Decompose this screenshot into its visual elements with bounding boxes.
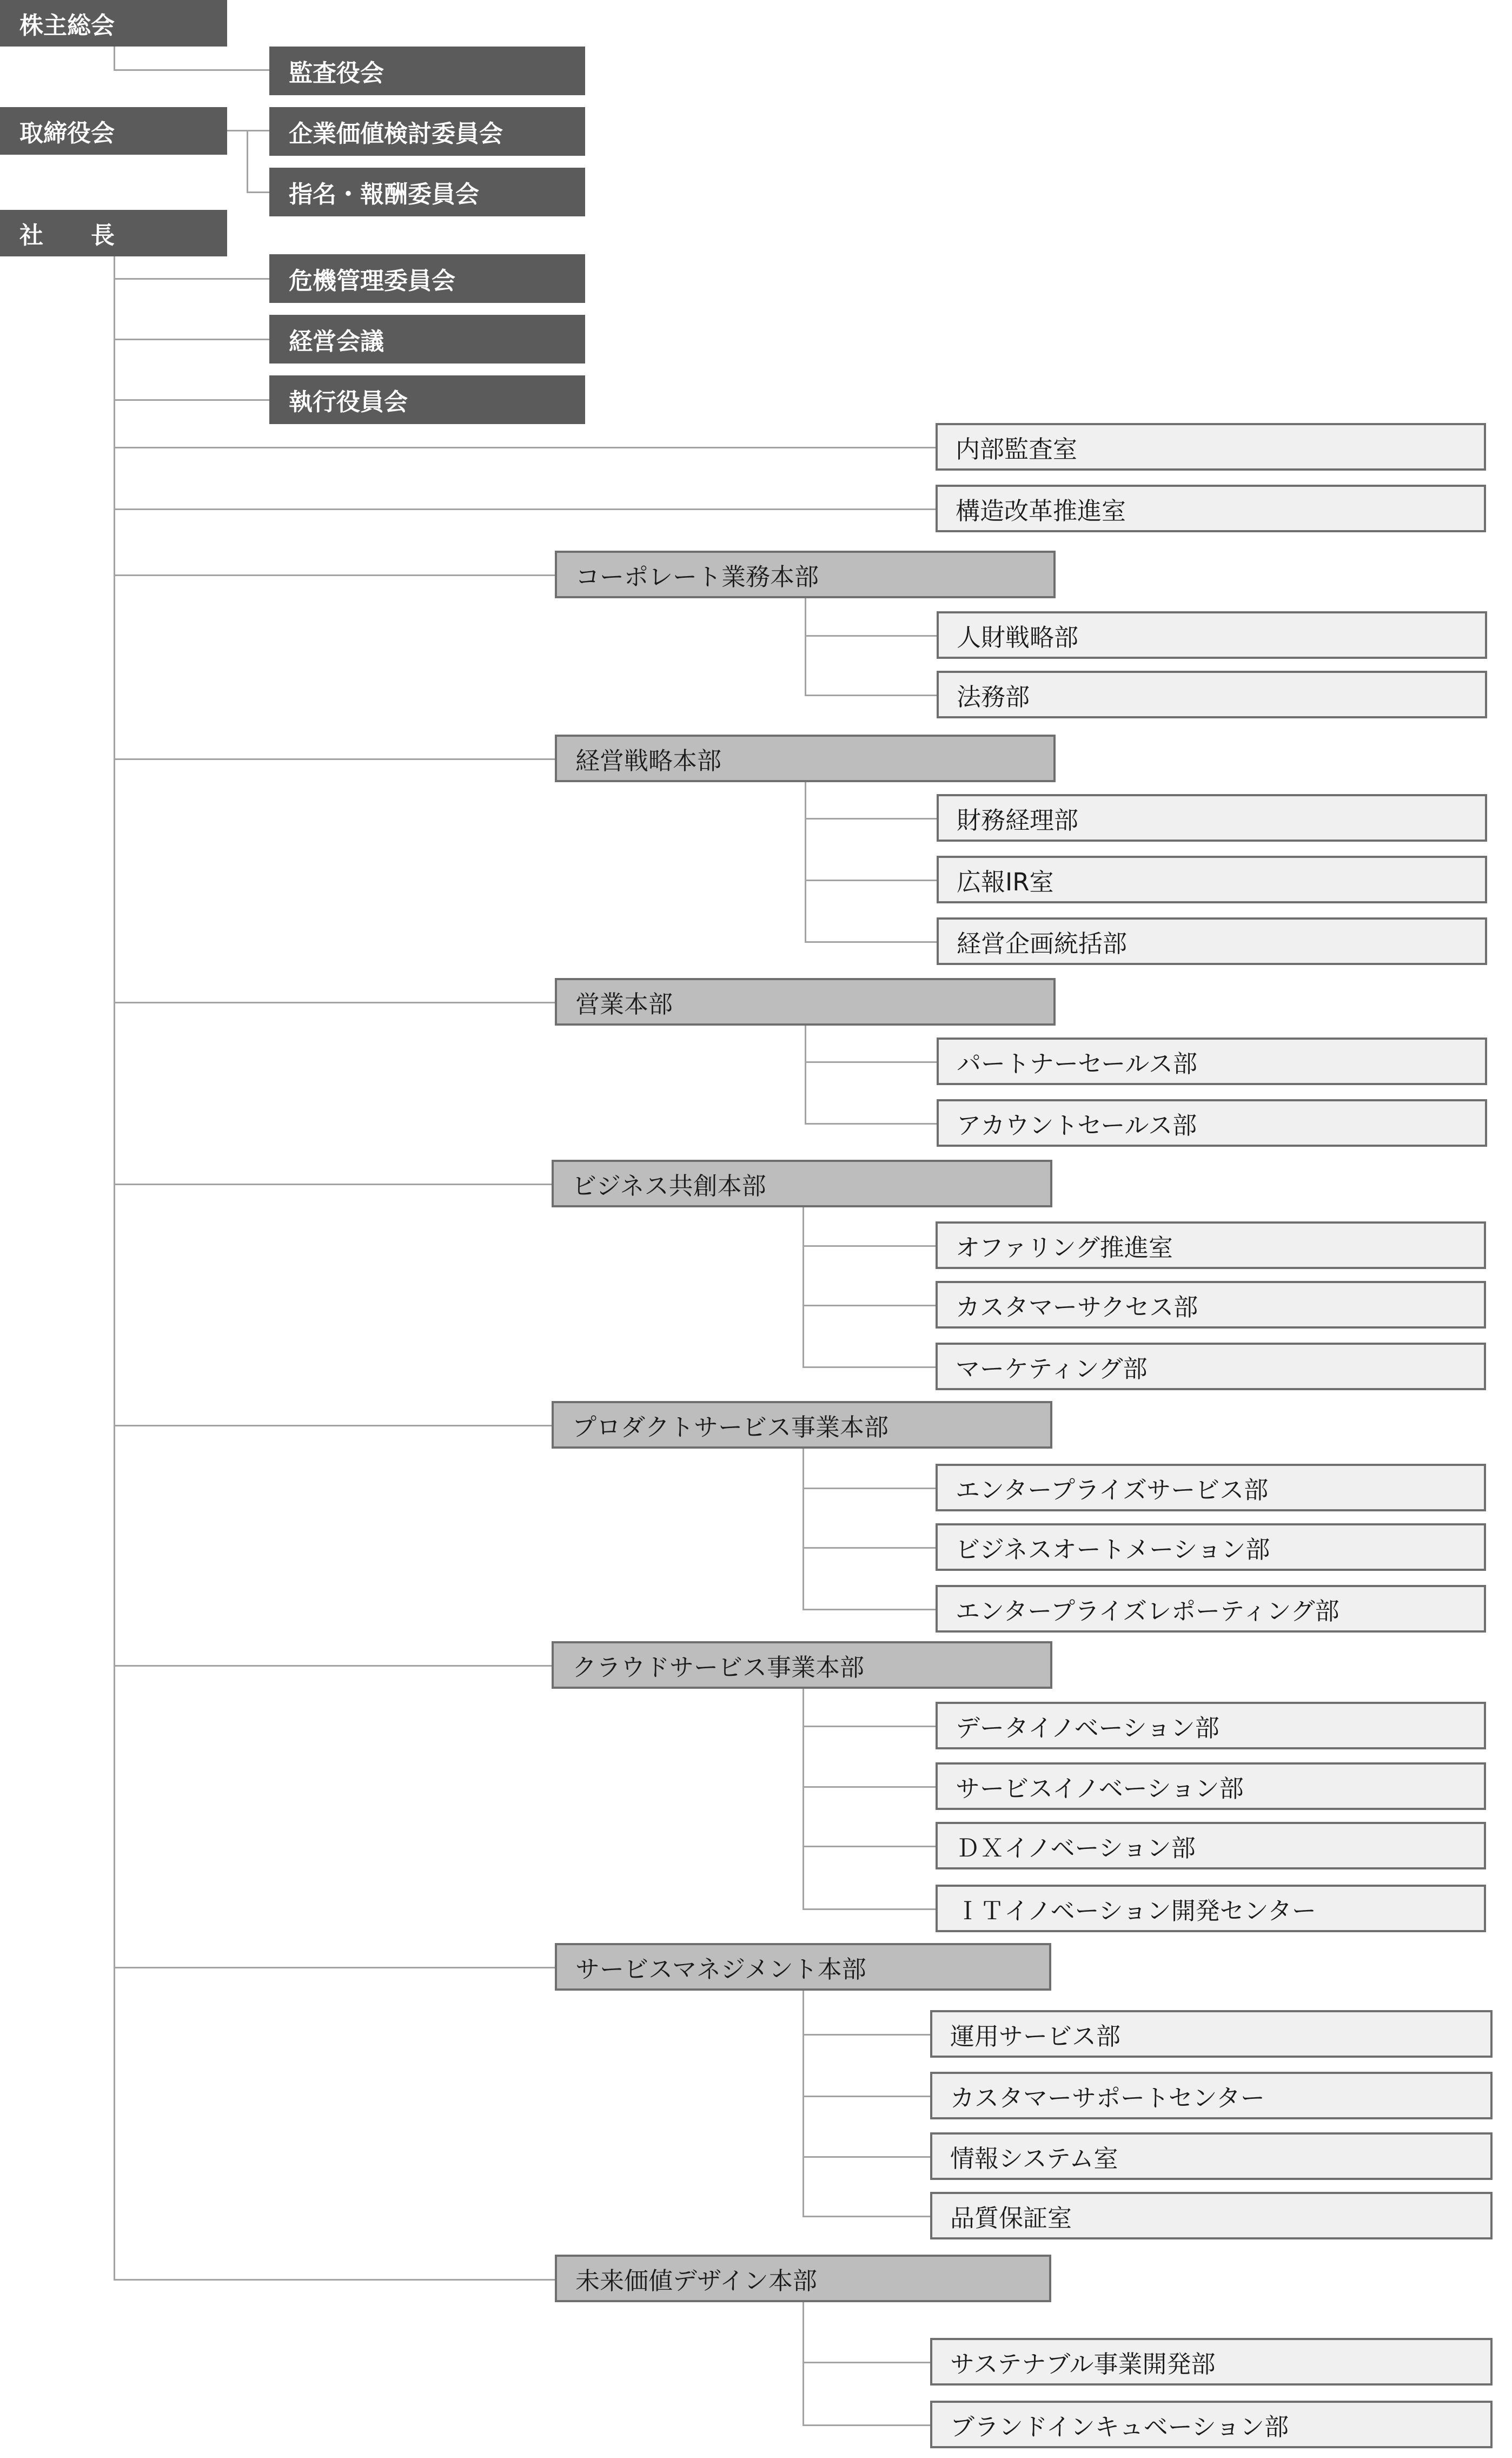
department-label: カスタマーサポートセンター xyxy=(950,2083,1265,2112)
executive-officers-label: 執行役員会 xyxy=(289,388,408,416)
management-meeting-label: 経営会議 xyxy=(289,328,384,355)
department-box xyxy=(930,2401,1493,2448)
department-box xyxy=(937,856,1487,903)
connector-line xyxy=(114,69,269,71)
department-label: エンタープライズレポーティング部 xyxy=(956,1596,1339,1626)
division-box xyxy=(555,735,1056,782)
connector-line xyxy=(803,1547,936,1549)
department-label: 広報IR室 xyxy=(957,867,1054,896)
department-label: 情報システム室 xyxy=(950,2144,1118,2173)
connector-line xyxy=(114,447,936,448)
connector-line xyxy=(114,47,115,70)
connector-line xyxy=(227,130,269,131)
department-label: オファリング推進室 xyxy=(956,1233,1173,1262)
connector-line xyxy=(805,695,937,696)
connector-line xyxy=(247,191,269,193)
division-box xyxy=(555,1943,1051,1991)
connector-line xyxy=(114,758,555,760)
connector-line xyxy=(803,1449,804,1610)
connector-line xyxy=(114,1184,552,1185)
department-label: ビジネスオートメーション部 xyxy=(956,1535,1270,1564)
department-box xyxy=(937,611,1487,659)
risk-committee-label: 危機管理委員会 xyxy=(289,267,455,295)
shareholders-meeting-box xyxy=(0,0,227,47)
department-label: サービスイノベーション部 xyxy=(956,1774,1244,1803)
value-committee-label: 企業価値検討委員会 xyxy=(289,120,503,148)
connector-line xyxy=(803,1786,936,1788)
connector-line xyxy=(805,1026,806,1124)
department-box xyxy=(937,671,1487,718)
division-label: 営業本部 xyxy=(575,989,673,1019)
connector-line xyxy=(803,1908,936,1910)
connector-line xyxy=(805,782,806,942)
executive-officers-box xyxy=(269,375,585,424)
internal-audit-label: 内部監査室 xyxy=(956,434,1078,464)
value-committee-box xyxy=(269,107,585,156)
department-box xyxy=(936,1343,1486,1390)
connector-line xyxy=(803,2096,930,2097)
department-label: ＤＸイノベーション部 xyxy=(956,1833,1196,1862)
department-box xyxy=(936,1585,1486,1633)
department-box xyxy=(936,1762,1486,1810)
department-box xyxy=(936,1464,1486,1511)
management-meeting-box xyxy=(269,315,585,364)
division-label: 未来価値デザイン本部 xyxy=(575,2266,817,2295)
department-label: アカウントセールス部 xyxy=(957,1111,1197,1140)
connector-line xyxy=(803,2216,930,2217)
division-label: コーポレート業務本部 xyxy=(575,562,819,591)
department-box xyxy=(930,2192,1493,2239)
department-label: マーケティング部 xyxy=(956,1354,1148,1383)
main-trunk-line xyxy=(114,254,115,2280)
connector-line xyxy=(114,2279,555,2281)
nomination-committee-label: 指名・報酬委員会 xyxy=(289,181,479,208)
connector-line xyxy=(803,1488,936,1489)
division-box xyxy=(555,978,1056,1026)
division-box xyxy=(555,2255,1051,2302)
department-box xyxy=(937,794,1487,842)
president-label: 社 長 xyxy=(19,222,115,249)
connector-line xyxy=(114,1002,555,1003)
connector-line xyxy=(803,1207,804,1367)
internal-audit-box xyxy=(936,423,1486,471)
department-box xyxy=(930,2132,1493,2180)
connector-line xyxy=(805,880,937,881)
connector-line xyxy=(805,1061,937,1063)
connector-line xyxy=(803,1609,936,1610)
connector-line xyxy=(803,2034,930,2036)
connector-line xyxy=(114,278,269,280)
connector-line xyxy=(114,508,936,510)
department-label: 運用サービス部 xyxy=(950,2021,1121,2051)
connector-line xyxy=(114,399,269,401)
nomination-committee-box xyxy=(269,168,585,216)
division-box xyxy=(552,1641,1052,1689)
department-label: カスタマーサクセス部 xyxy=(956,1292,1198,1321)
department-box xyxy=(937,1038,1487,1085)
department-label: 品質保証室 xyxy=(950,2203,1072,2232)
connector-line xyxy=(114,339,269,340)
division-box xyxy=(555,551,1056,598)
division-box xyxy=(552,1401,1052,1449)
connector-line xyxy=(114,574,555,576)
connector-line xyxy=(805,941,937,943)
shareholders-meeting-label: 株主総会 xyxy=(19,12,115,39)
connector-line xyxy=(803,1245,936,1247)
department-box xyxy=(930,2338,1493,2386)
connector-line xyxy=(805,1123,937,1125)
connector-line xyxy=(803,1991,804,2217)
department-box xyxy=(936,1822,1486,1869)
division-label: サービスマネジメント本部 xyxy=(575,1954,866,1984)
connector-line xyxy=(805,818,937,820)
department-box xyxy=(936,1523,1486,1571)
connector-line xyxy=(803,1305,936,1306)
division-label: プロダクトサービス事業本部 xyxy=(572,1412,889,1442)
board-of-directors-label: 取締役会 xyxy=(19,120,115,147)
connector-line xyxy=(803,2362,930,2363)
department-box xyxy=(936,1885,1486,1932)
connector-line xyxy=(803,2424,930,2426)
department-box xyxy=(937,1099,1487,1147)
division-label: 経営戦略本部 xyxy=(575,746,722,775)
department-box xyxy=(936,1281,1486,1329)
department-label: 経営企画統括部 xyxy=(957,929,1128,958)
division-label: クラウドサービス事業本部 xyxy=(572,1653,865,1682)
department-label: 人財戦略部 xyxy=(957,623,1079,652)
reform-office-box xyxy=(936,485,1486,532)
connector-line xyxy=(803,1726,936,1727)
department-label: データイノベーション部 xyxy=(956,1713,1219,1742)
department-box xyxy=(930,2010,1493,2058)
department-label: 財務経理部 xyxy=(957,805,1079,835)
division-label: ビジネス共創本部 xyxy=(572,1171,766,1200)
department-box xyxy=(936,1221,1486,1269)
connector-line xyxy=(803,2156,930,2158)
connector-line xyxy=(114,1425,552,1426)
department-label: エンタープライズサービス部 xyxy=(956,1475,1269,1504)
connector-line xyxy=(803,2302,804,2426)
risk-committee-box xyxy=(269,254,585,303)
connector-line xyxy=(805,635,937,637)
department-label: ＩＴイノベーション開発センター xyxy=(956,1896,1316,1925)
reform-office-label: 構造改革推進室 xyxy=(956,496,1126,525)
audit-board-label: 監査役会 xyxy=(289,60,384,87)
department-label: ブランドインキュベーション部 xyxy=(950,2412,1289,2441)
department-box xyxy=(930,2072,1493,2119)
president-box xyxy=(0,210,227,256)
division-box xyxy=(552,1160,1052,1207)
department-box xyxy=(936,1702,1486,1749)
connector-line xyxy=(803,1366,936,1368)
department-label: サステナブル事業開発部 xyxy=(950,2349,1216,2378)
audit-board-box xyxy=(269,47,585,95)
connector-line xyxy=(114,1665,552,1667)
board-of-directors-box xyxy=(0,107,227,155)
department-box xyxy=(937,917,1487,965)
department-label: 法務部 xyxy=(957,682,1030,711)
connector-line xyxy=(247,130,248,193)
connector-line xyxy=(805,598,806,696)
connector-line xyxy=(803,1689,804,1909)
connector-line xyxy=(803,1846,936,1847)
connector-line xyxy=(114,1967,555,1968)
department-label: パートナーセールス部 xyxy=(957,1049,1198,1078)
